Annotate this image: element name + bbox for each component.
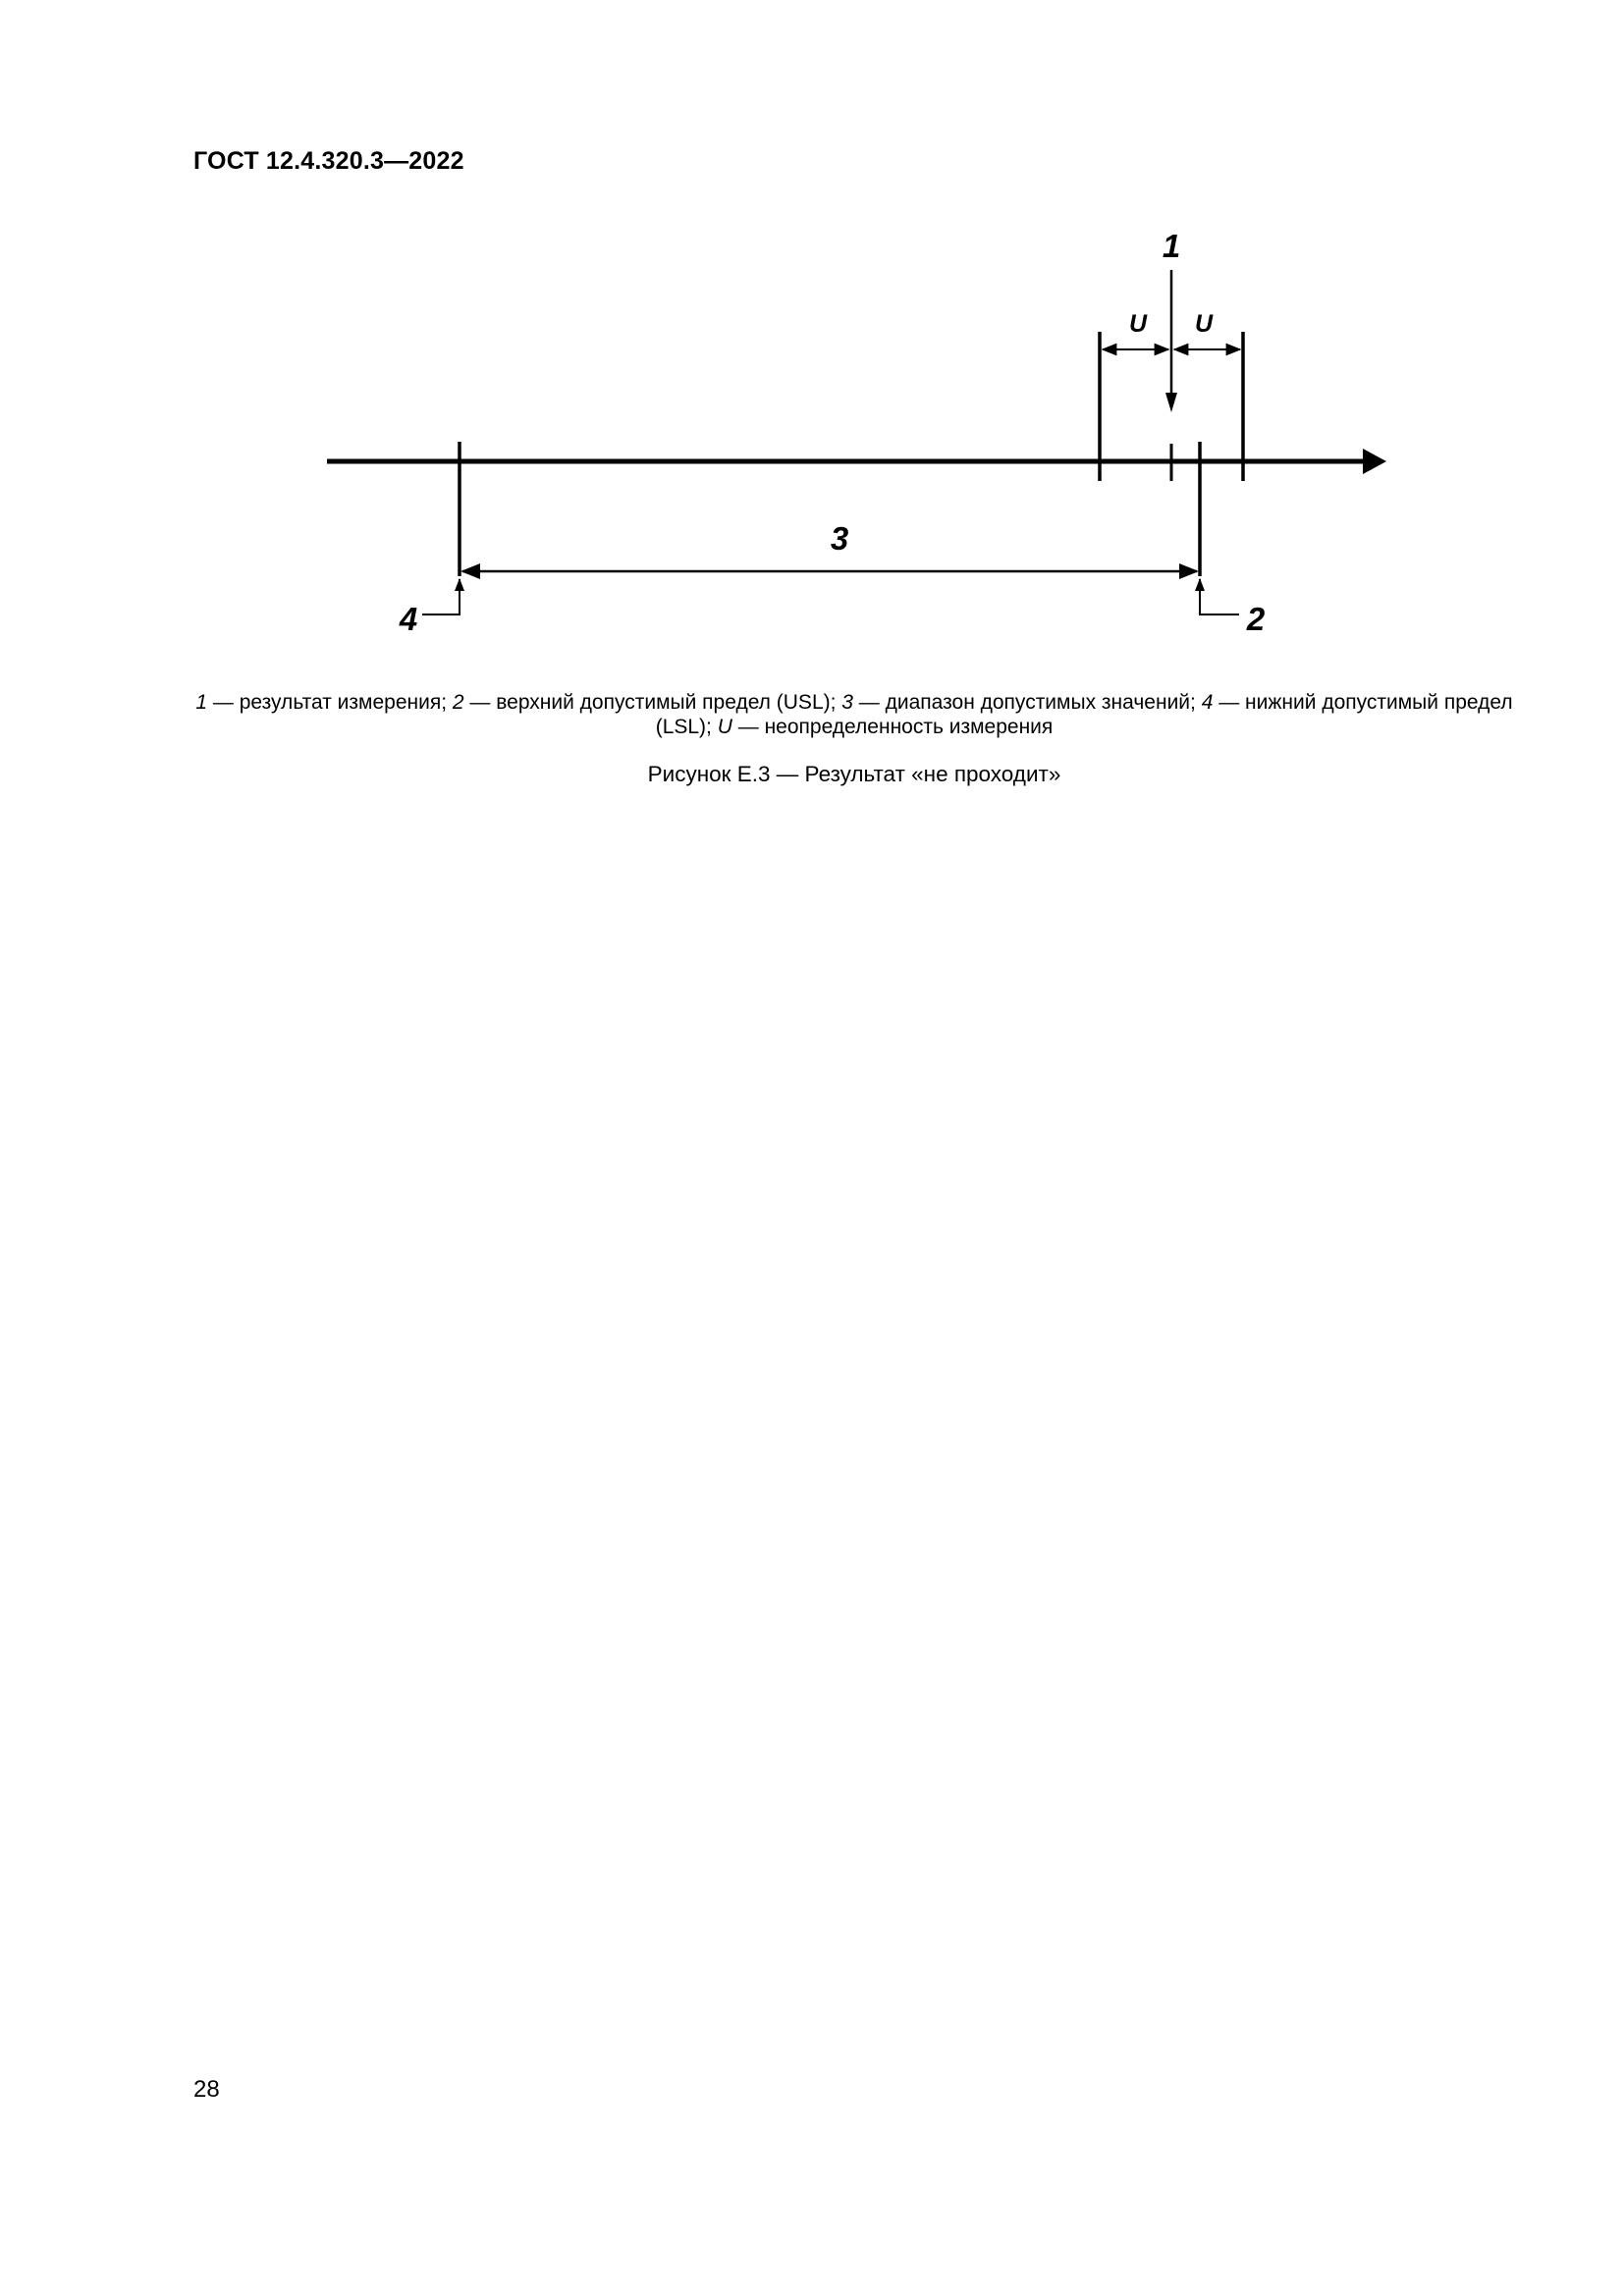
- legend-item-3: 3 — диапазон допустимых значений;: [841, 691, 1202, 714]
- label-u-left: U: [1128, 310, 1148, 338]
- leader-4: [422, 579, 460, 614]
- label-1: 1: [1162, 228, 1181, 264]
- label-4: 4: [399, 601, 418, 637]
- legend-item-2: 2 — верхний допустимый предел (USL);: [452, 691, 842, 714]
- page-number: 28: [193, 2076, 220, 2103]
- figure-legend: [177, 690, 1532, 739]
- document-code-header: ГОСТ 12.4.320.3—2022: [193, 147, 464, 175]
- label-2: 2: [1246, 601, 1266, 637]
- leader-4-arrow: [455, 578, 464, 591]
- legend-item-4: 4 — нижний допустимый предел (LSL);: [655, 691, 1513, 738]
- main-axis-arrowhead: [1363, 449, 1386, 474]
- label-3: 3: [830, 520, 849, 557]
- measurement-arrowhead: [1165, 393, 1177, 412]
- tolerance-diagram: [0, 0, 1624, 687]
- legend-item-u: U — неопределенность измерения: [717, 716, 1054, 738]
- leader-2: [1200, 579, 1239, 614]
- label-u-right: U: [1194, 310, 1214, 338]
- figure-caption: Рисунок Е.3 — Результат «не проходит»: [647, 762, 1061, 786]
- legend-item-1: 1 — результат измерения;: [195, 691, 453, 714]
- leader-2-arrow: [1195, 578, 1205, 591]
